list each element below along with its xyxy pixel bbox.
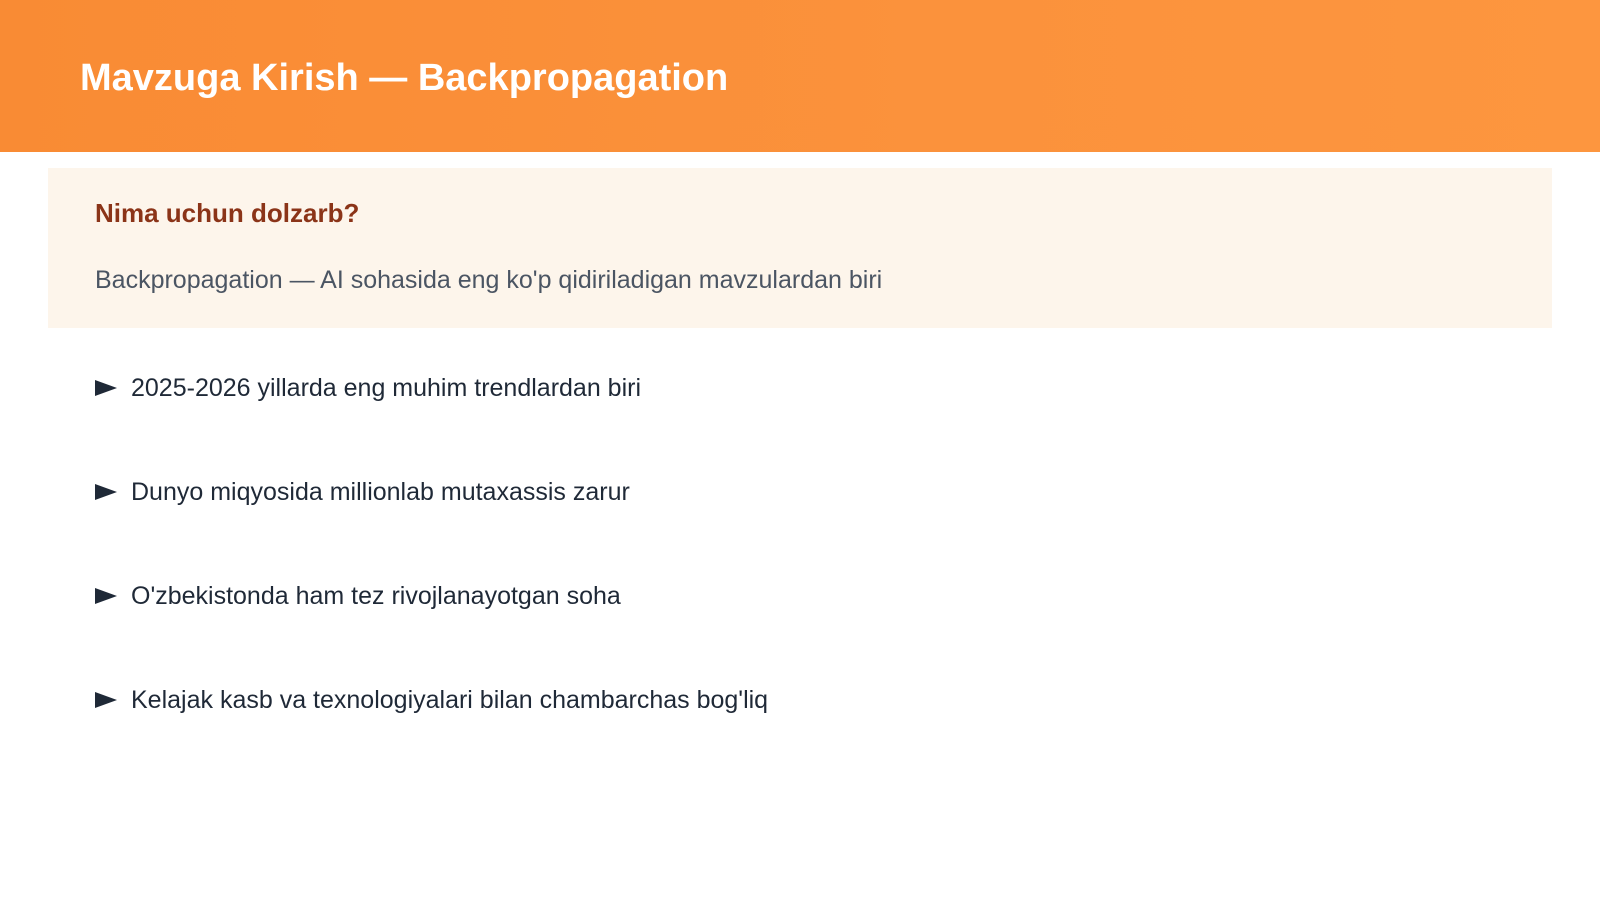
list-item <box>95 580 768 684</box>
callout-box <box>48 168 1552 328</box>
header-banner <box>0 0 1600 152</box>
list-item <box>95 684 768 788</box>
callout-heading: Nima uchun dolzarb? <box>95 198 360 228</box>
page-title: Mavzuga Kirish — Backpropagation <box>80 57 729 99</box>
list-item <box>95 476 768 580</box>
bullet-text: O'zbekistonda ham tez rivojlanayotgan soha <box>131 582 621 610</box>
bullet-list <box>95 372 768 788</box>
bullet-text: 2025-2026 yillarda eng muhim trendlardan biri <box>131 374 642 402</box>
list-item <box>95 372 768 476</box>
bullet-text: Dunyo miqyosida millionlab mutaxassis zarur <box>131 478 630 506</box>
bullet-text: Kelajak kasb va texnologiyalari bilan chambarchas bog'liq <box>131 686 769 714</box>
triangle-right-icon <box>95 484 117 500</box>
triangle-right-icon <box>95 692 117 708</box>
triangle-right-icon <box>95 588 117 604</box>
callout-text: Backpropagation — AI sohasida eng ko'p qidiriladigan mavzulardan biri <box>95 266 883 294</box>
triangle-right-icon <box>95 380 117 396</box>
